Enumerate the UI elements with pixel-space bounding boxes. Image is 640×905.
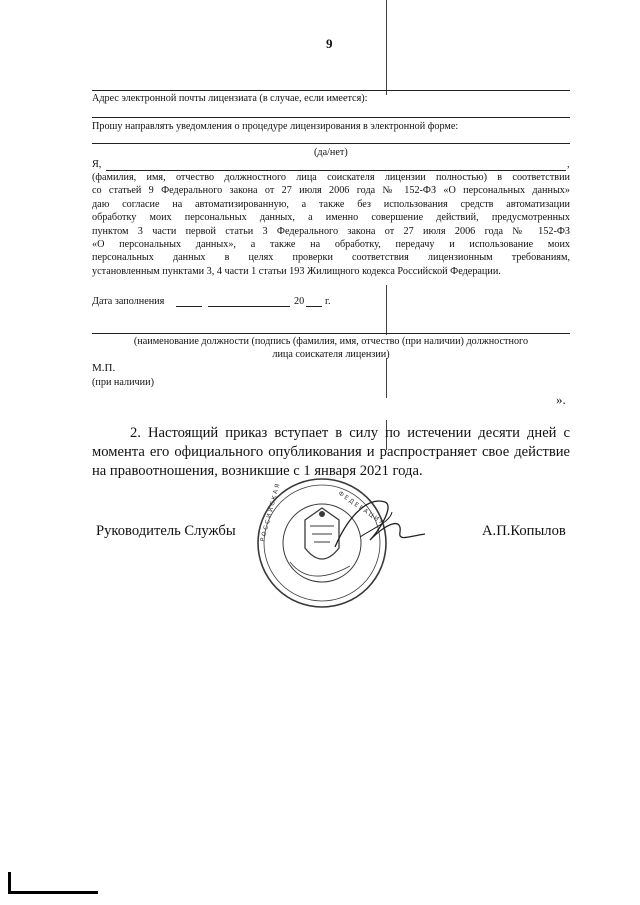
date-year: 20: [294, 296, 305, 307]
handwritten-signature-icon: [330, 489, 430, 562]
page-number: 9: [326, 36, 333, 51]
signature-caption: [92, 335, 570, 362]
signature-line: [92, 333, 570, 334]
signature-caption-line-1: (наименование должности (подпись (фамилия, имя, отчество (при наличии) должностного: [133, 336, 529, 347]
consent-line: пунктом 3 части первой статьи 3 Федерального закона от 27 июля 2006 года № 152-ФЗ: [92, 225, 570, 237]
form-top-line: [92, 90, 570, 91]
scan-fold-line-mid: [386, 285, 387, 335]
yes-no-caption: (да/нет): [314, 147, 348, 158]
date-month-line: [208, 306, 290, 307]
signatory-name: А.П.Копылов: [482, 523, 566, 539]
consent-line: даю согласие на автоматизированную, а также без использования средств автоматизации: [92, 198, 570, 210]
consent-line: (фамилия, имя, отчество должностного лица соискателя лицензии полностью) в соответствии: [92, 172, 570, 183]
order-paragraph: [92, 424, 570, 481]
paragraph-line: 2. Настоящий приказ вступает в силу по истечении десяти дней с: [130, 425, 570, 441]
date-label: Дата заполнения: [92, 296, 165, 307]
email-label: Адрес электронной почты лицензиата (в случае, если имеется):: [92, 93, 368, 104]
signatory-position: Руководитель Службы: [96, 523, 236, 539]
consent-line-last: установленным пунктами 3, 4 части 1 статьи 193 Жилищного кодекса Российской Федерации.: [92, 265, 501, 277]
svg-text:Р О С С И Й С К А Я: Р О С С И Й С К А Я: [259, 483, 282, 543]
paragraph-line-last: на правоотношения, возникшие с 1 января 2021 года.: [92, 463, 423, 479]
date-suffix: г.: [325, 296, 331, 307]
consent-line: персональных данных в целях проверки соответствия лицензионным требованиям,: [92, 252, 570, 264]
scan-corner-mark-bottom: [8, 891, 98, 894]
notify-line: [92, 143, 570, 144]
consent-end-comma: ,: [567, 159, 570, 170]
paragraph-line: момента его официального опубликования и распространяет свое действие: [92, 444, 570, 460]
scan-fold-line-lower: [386, 358, 387, 398]
consent-line: со статьей 9 Федерального закона от 27 июля 2006 года № 152-ФЗ «О персональных данных»: [92, 185, 570, 197]
date-year-line: [306, 306, 322, 307]
consent-line: «О персональных данных», а также на обработку, передачу и использование моих: [92, 239, 570, 251]
date-day-line: [176, 306, 202, 307]
svg-text:Ф Е Д Е Р А Ц И Я: Ф Е Д Е Р А Ц И Я: [336, 489, 385, 527]
consent-line: обработку моих персональных данных, а именно совершение действий, предусмотренных: [92, 212, 570, 224]
notify-label: Прошу направлять уведомления о процедуре лицензирования в электронной форме:: [92, 121, 459, 132]
seal-label: М.П.: [92, 362, 116, 374]
signature-caption-line-2: лица соискателя лицензии): [272, 349, 390, 361]
email-line: [92, 117, 570, 118]
consent-text: [92, 171, 570, 278]
seal-note: (при наличии): [92, 377, 154, 388]
closing-quote: ».: [556, 392, 566, 407]
scan-fold-line-top: [386, 0, 387, 95]
consent-start: Я,: [92, 159, 102, 170]
